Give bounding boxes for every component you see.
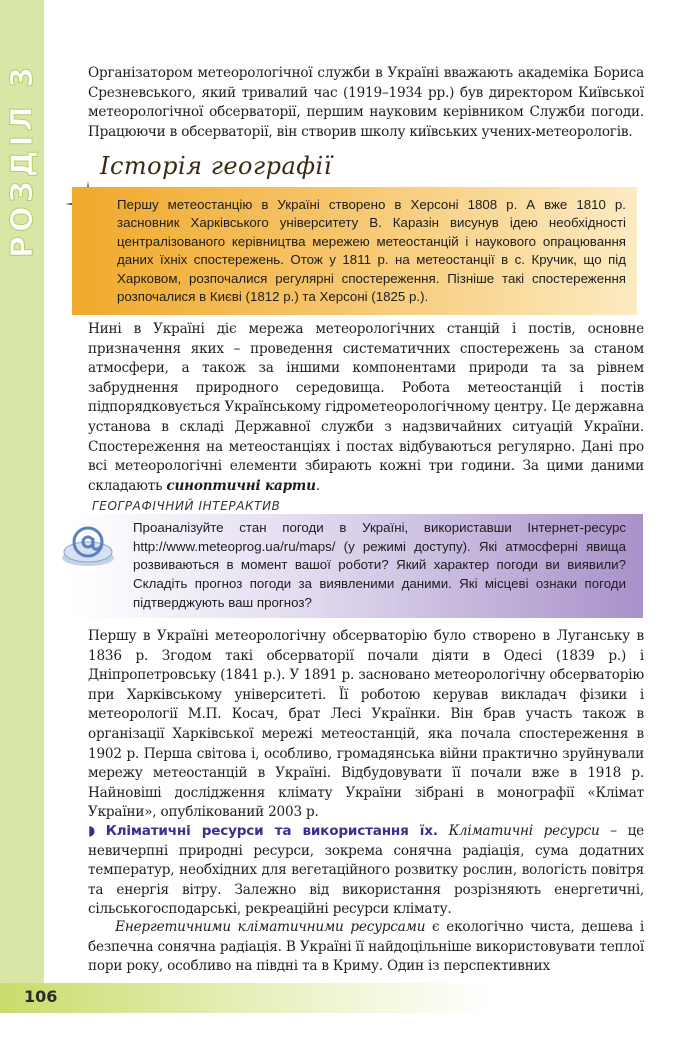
term-energy-resources: Енергетичними кліматичними ресурсами: [115, 919, 426, 935]
at-sign-icon: [58, 520, 118, 570]
paragraph-meteo-network-text: Нині в Україні діє мережа метеорологічних станцій і постів, основне призначення яких – проведення систематичних спостережень за станом атмосфери, а також за іншими компонентами природи та за рівнем забруднення природного середовища. Робота метеостанцій і постів підпорядковується Українському гідрометеорологічному центру. Це державна установа в складі Державної служби з надзвичайних ситуацій України. Спостереження на метеостанціях і постах відбуваються регулярно. Дані про всі метеорологічні елементи збирають кожні три години. За цими даними складають: [88, 321, 644, 494]
section-label-text: РОЗДІЛ 3: [4, 62, 40, 258]
paragraph-srezhnevsky: Організатором метеорологічної служби в Україні вважають академіка Бориса Срезневського, який тривалий час (1919–1934 рр.) був директором Київської метеорологічної обсерваторії, першим науковим керівником Служби погоди. Працюючи в обсерваторії, він створив школу київських учених-метеорологів.: [88, 65, 644, 140]
climate-resources-text: – це невичерпні природні ресурси, зокрема сонячна радіація, сума додатних температур, необхідних для вегетаційного розвитку рослин, вологість повітря та енергія вітру. Залежно від використання розрізняють енергетичні, сільськогосподарські, рекреаційні ресурси клімату.: [88, 823, 645, 918]
paragraph-meteo-network: [88, 320, 644, 496]
climate-resources-heading: Кліматичні ресурси та використання їх.: [105, 823, 438, 839]
page-footer-band: [0, 983, 700, 1013]
paragraph-energy-resources: [88, 918, 644, 977]
term-climate-resources: Кліматичні ресурси: [448, 823, 600, 839]
history-text: Першу метеостанцію в Україні створено в Херсоні 1808 р. А вже 1810 р. засновник Харківського університету В. Каразін висунув ідею необхідності централізованого керівництва мережею метеостанцій і наукового опрацювання даних їхніх спостережень. Отож у 1811 р. на метеостанції в с. Кручик, що під Харковом, розпочалися регулярні спостереження. Пізніше такі спостереження розпочалися в Києві (1812 р.) та Херсоні (1825 р.).: [117, 197, 626, 305]
interactive-title: ГЕОГРАФІЧНИЙ ІНТЕРАКТИВ: [92, 499, 281, 513]
section-label: [4, 60, 40, 260]
energy-resources-text: є екологічно чиста, дешева і безпечна сонячна радіація. В Україні її найдоцільніше використовувати теплої пори року, особливо на півдні та в Криму. Один із перспективних: [88, 919, 645, 975]
paragraph-climate-resources: [88, 822, 644, 920]
history-title: Історія географії: [100, 152, 332, 180]
term-synoptic-maps: синоптичні карти: [166, 477, 316, 494]
paragraph-end: .: [315, 477, 320, 494]
paragraph-observatories: Першу в Україні метеорологічну обсерваторію було створено в Луганську в 1836 р. Згодом такі обсерваторії почали діяти в Одесі (1839 р.) і Дніпропетровську (1841 р.). У 1891 р. засновано метеорологічну обсерваторію при Харківському університеті. Її роботою керував викладач фізики і метеорології М.П. Косач, брат Лесі Українки. Він брав участь також в організації Харківської мережі метеостанцій, яка почала спостереження в 1902 р. Перша світова і, особливо, громадянська війни практично зруйнували мережу метеостанцій в Україні. Відбудовувати її почали вже в 1918 р. Найновіші дослідження клімату України зібрані в монографії «Клімат України», опублікований 2003 р.: [88, 628, 644, 821]
interactive-text: Проаналізуйте стан погоди в Україні, використавши Інтернет-ресурс http://www.meteoprog.ua/ru/maps/ (у режимі доступу). Які атмосферні явища розвиваються в момент вашої роботи? Який характер погоди ви виявили? Складіть прогноз погоди за виявленими даними. Які місцеві ознаки погоди підтверджують ваш прогноз?: [133, 520, 626, 610]
section-marker-icon: ◗: [88, 823, 95, 839]
page-number: 106: [24, 987, 58, 1006]
